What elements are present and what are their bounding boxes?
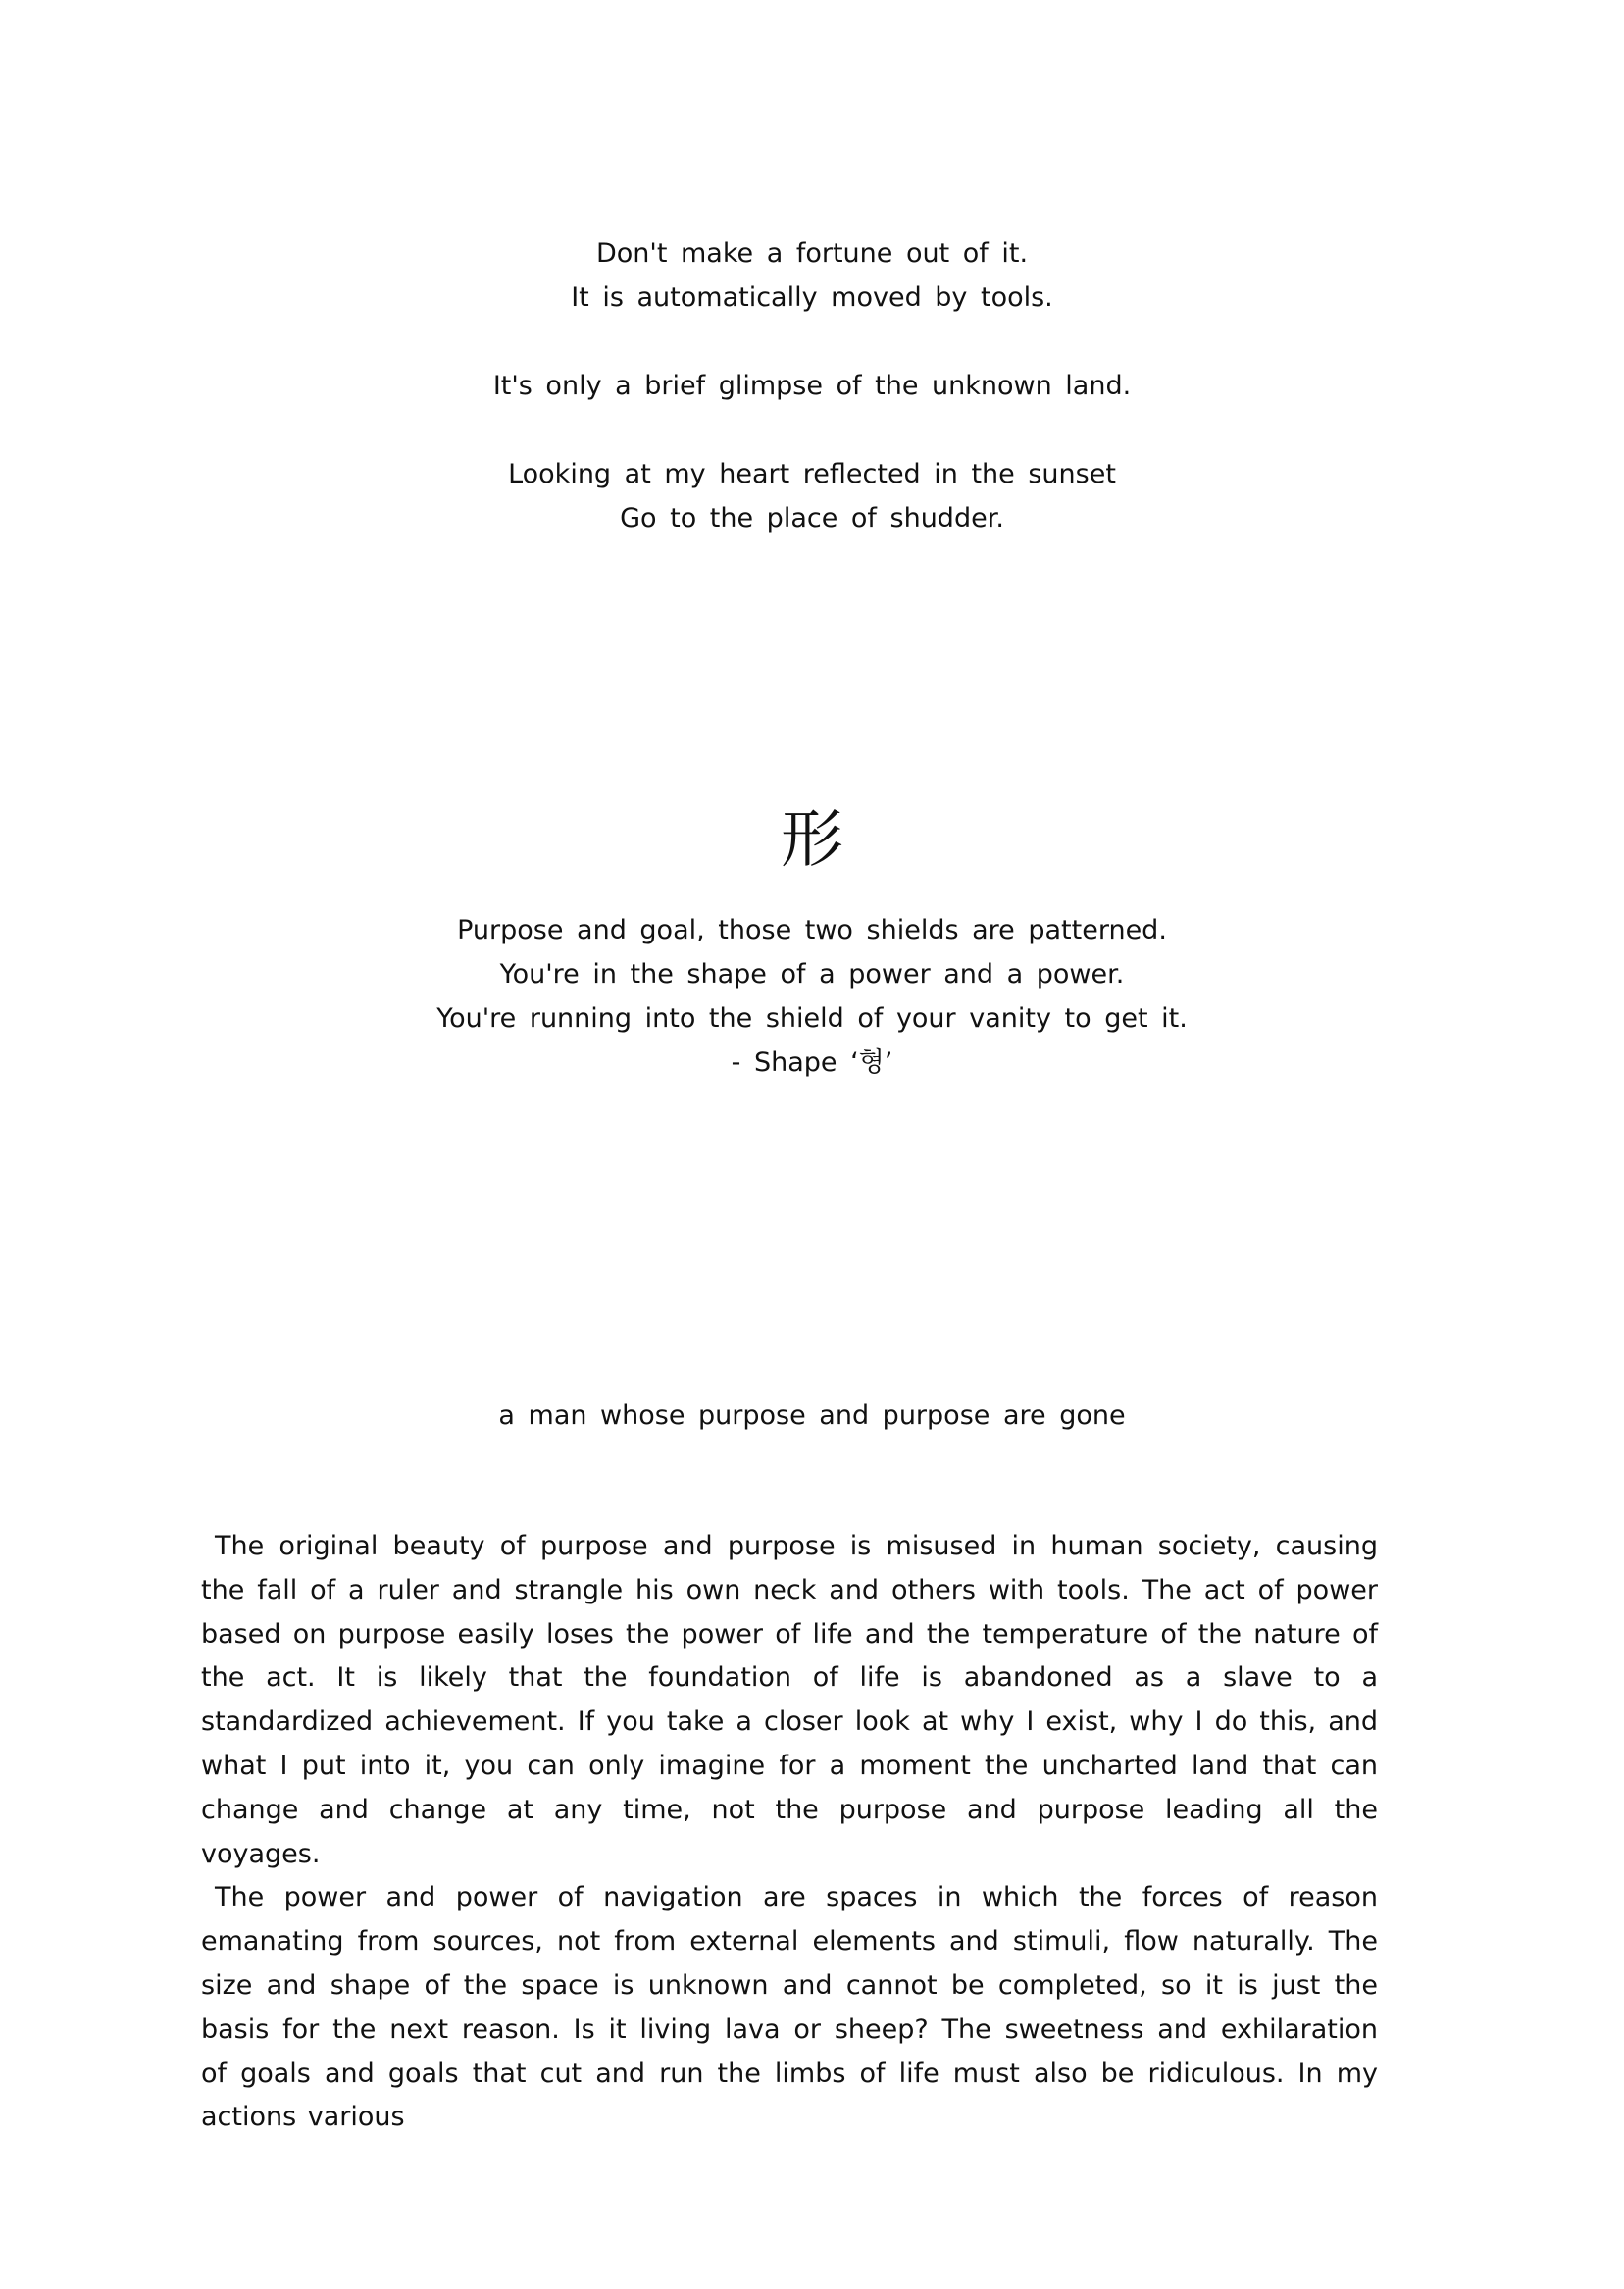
poem-stanza: [0, 908, 1624, 1085]
poem-stanza: [0, 452, 1624, 540]
chinese-character-heading: 形: [781, 804, 843, 877]
poem-line: It is automatically moved by tools.: [571, 282, 1053, 313]
poem-line: Purpose and goal, those two shields are patterned.: [457, 915, 1167, 945]
prose-paragraph: The power and power of navigation are spaces in which the forces of reason emanating from sources, not from external elements and stimuli, flow naturally. The size and shape of the space is unknown and cannot be completed, so it is just the basis for the next reason. Is it living lava or sheep? The sweetness and exhilaration of goals and goals that cut and run the limbs of life must also be ridiculous. In my actions various: [201, 1882, 1378, 2133]
prose-body: [201, 1525, 1378, 2140]
poem-line: Go to the place of shudder.: [620, 503, 1004, 534]
poem-line: You're running into the shield of your vanity to get it.: [436, 1003, 1188, 1034]
poem-stanza: [0, 231, 1624, 320]
section-title: [0, 1394, 1624, 1438]
poem-attribution: - Shape ‘형’: [731, 1047, 893, 1078]
poem-line: You're in the shape of a power and a power.: [499, 959, 1125, 990]
section-title-text: a man whose purpose and purpose are gone: [498, 1400, 1126, 1431]
poem-line: It's only a brief glimpse of the unknown land.: [492, 371, 1132, 401]
poem-line: Looking at my heart reflected in the sunset: [508, 459, 1116, 489]
prose-paragraph: The original beauty of purpose and purpose is misused in human society, causing the fall of a ruler and strangle his own neck and others with tools. The act of power based on purpose easily loses the power of life and the temperature of the nature of the act. It is likely that the foundation of life is abandoned as a slave to a standardized achievement. If you take a closer look at why I exist, why I do this, and what I put into it, you can only imagine for a moment the uncharted land that can change and change at any time, not the purpose and purpose leading all the voyages.: [201, 1531, 1378, 1869]
poem-line: Don't make a fortune out of it.: [595, 238, 1029, 269]
poem-stanza: [0, 364, 1624, 408]
